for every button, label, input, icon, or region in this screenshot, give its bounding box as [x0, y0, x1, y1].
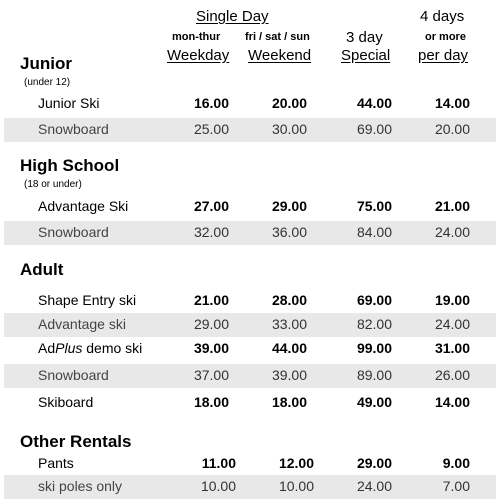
special-price: 89.00: [356, 367, 392, 383]
table-row: [0, 195, 500, 219]
row-label: Shape Entry ski: [38, 292, 137, 308]
weekend-price: 39.00: [271, 367, 307, 383]
weekend-price: 18.00: [271, 394, 307, 410]
per-day-price: 19.00: [434, 292, 470, 308]
table-row: [0, 92, 500, 116]
table-row: [4, 364, 496, 388]
weekday-price: 37.00: [193, 367, 229, 383]
table-row: [4, 475, 496, 499]
weekday-price: 16.00: [193, 95, 229, 111]
row-label: Snowboard: [38, 224, 109, 240]
header-special: Special: [341, 47, 391, 64]
special-price: 99.00: [356, 340, 392, 356]
per-day-price: 9.00: [442, 455, 470, 471]
section-title-junior: Junior: [20, 54, 72, 73]
row-label: Junior Ski: [38, 95, 100, 111]
weekday-price: 39.00: [193, 340, 229, 356]
table-row: [4, 118, 496, 142]
weekend-price: 36.00: [271, 224, 307, 240]
weekend-price: 20.00: [271, 95, 307, 111]
weekday-price: 25.00: [193, 121, 229, 137]
section-note-high-school: (18 or under): [24, 179, 82, 190]
per-day-price: 20.00: [434, 121, 470, 137]
row-label-italic: Plus: [55, 340, 83, 356]
row-label-suffix: demo ski: [82, 340, 143, 356]
section-note-junior: (under 12): [24, 77, 71, 88]
weekend-price: 10.00: [278, 478, 314, 494]
row-label: Advantage Ski: [38, 198, 129, 214]
header-weekday: Weekday: [167, 47, 230, 64]
per-day-price: 26.00: [434, 367, 470, 383]
per-day-price: 21.00: [434, 198, 470, 214]
row-label: ski poles only: [38, 478, 123, 494]
weekday-price: 11.00: [201, 455, 236, 471]
row-label: Snowboard: [38, 121, 109, 137]
weekday-price: 29.00: [193, 316, 229, 332]
weekday-price: 18.00: [193, 394, 229, 410]
per-day-price: 31.00: [434, 340, 470, 356]
weekday-price: 10.00: [200, 478, 236, 494]
special-price: 75.00: [356, 198, 392, 214]
header-fri-sat-sun: fri / sat / sun: [245, 31, 310, 43]
weekend-price: 33.00: [271, 316, 307, 332]
header-three-day: 3 day: [346, 29, 383, 46]
header-or-more: or more: [425, 31, 466, 43]
per-day-price: 24.00: [434, 316, 470, 332]
header-single-day: Single Day: [196, 8, 269, 25]
table-row: [4, 313, 496, 337]
special-price: 69.00: [356, 121, 392, 137]
special-price: 69.00: [356, 292, 392, 308]
table-row: [0, 391, 500, 415]
row-label-prefix: Ad: [38, 340, 56, 356]
special-price: 29.00: [356, 455, 392, 471]
per-day-price: 14.00: [434, 394, 470, 410]
header-four-days: 4 days: [420, 8, 465, 25]
weekend-price: 44.00: [271, 340, 307, 356]
table-row: [4, 221, 496, 245]
special-price: 82.00: [356, 316, 392, 332]
weekend-price: 30.00: [271, 121, 307, 137]
per-day-price: 7.00: [442, 478, 470, 494]
row-label: Advantage ski: [38, 316, 126, 332]
weekend-price: 28.00: [271, 292, 307, 308]
weekday-price: 21.00: [193, 292, 229, 308]
table-row: [0, 452, 500, 476]
row-label: Snowboard: [38, 367, 109, 383]
section-title-high-school: High School: [20, 156, 120, 175]
row-label: Pants: [38, 455, 74, 471]
header-per-day: per day: [418, 47, 469, 64]
row-label: [38, 340, 142, 356]
per-day-price: 24.00: [434, 224, 470, 240]
row-label: Skiboard: [38, 394, 94, 410]
weekend-price: 29.00: [271, 198, 307, 214]
weekday-price: 32.00: [193, 224, 229, 240]
table-row: [0, 289, 500, 313]
section-title-other-rentals: Other Rentals: [20, 432, 132, 451]
header-mon-thur: mon-thur: [172, 31, 221, 43]
section-title-adult: Adult: [20, 260, 64, 279]
per-day-price: 14.00: [434, 95, 470, 111]
header-weekend: Weekend: [248, 47, 312, 64]
special-price: 44.00: [356, 95, 392, 111]
weekend-price: 12.00: [278, 455, 314, 471]
special-price: 49.00: [356, 394, 392, 410]
weekday-price: 27.00: [193, 198, 229, 214]
special-price: 84.00: [356, 224, 392, 240]
special-price: 24.00: [356, 478, 392, 494]
table-row: [0, 337, 500, 361]
